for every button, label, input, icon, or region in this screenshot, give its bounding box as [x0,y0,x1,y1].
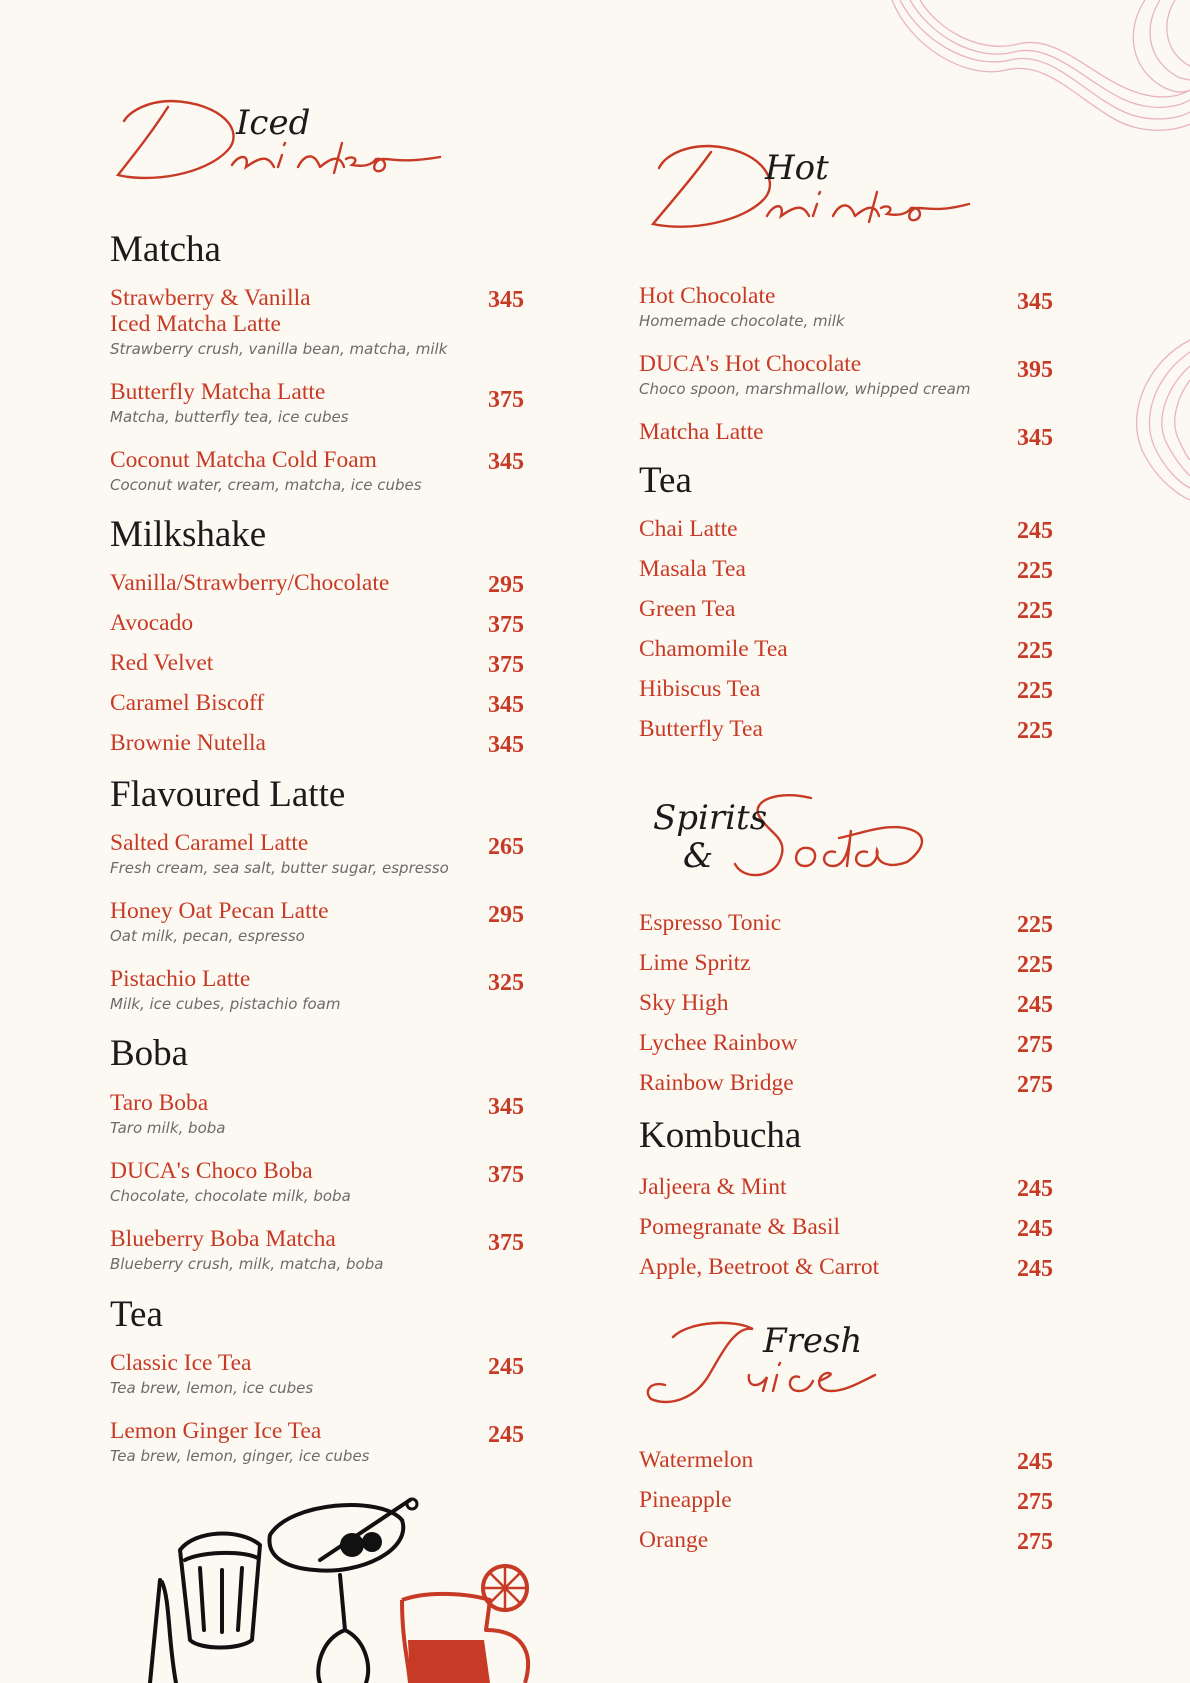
item-price: 345 [1017,289,1053,315]
item-name: Blueberry Boba Matcha [110,1226,336,1252]
menu-item-duca-s-hot-chocolate [639,351,1007,400]
menu-item-caramel-biscoff [110,690,478,716]
iced-label: Iced [236,103,311,143]
item-name: Vanilla/Strawberry/Chocolate [110,570,390,596]
menu-item-butterfly-matcha-latte [110,379,478,428]
item-price: 245 [488,1354,524,1380]
item-price: 295 [488,572,524,598]
item-name: Chamomile Tea [639,636,788,662]
item-name: Pineapple [639,1487,732,1513]
menu-item-lemon-ginger-ice-tea [110,1418,478,1467]
item-price: 245 [1017,1216,1053,1242]
item-price: 375 [488,612,524,638]
item-price: 225 [1017,718,1053,744]
menu-item-chai-latte [639,516,1007,542]
menu-item-rainbow-bridge [639,1070,1007,1096]
item-name: Honey Oat Pecan Latte [110,898,329,924]
item-name: Coconut Matcha Cold Foam [110,447,377,473]
menu-item-sky-high [639,990,1007,1016]
item-name: DUCA's Hot Chocolate [639,351,862,377]
item-description: Chocolate, chocolate milk, boba [110,1187,351,1205]
item-name: Classic Ice Tea [110,1350,252,1376]
menu-item-watermelon [639,1447,1007,1473]
item-name: Orange [639,1527,709,1553]
item-price: 275 [1017,1032,1053,1058]
item-price: 265 [488,834,524,860]
item-price: 345 [488,287,524,313]
item-price: 275 [1017,1489,1053,1515]
item-price: 245 [488,1422,524,1448]
item-price: 375 [488,1230,524,1256]
item-price: 375 [488,1162,524,1188]
item-price: 275 [1017,1072,1053,1098]
menu-item-hot-chocolate [639,283,1007,332]
item-name: Sky High [639,990,729,1016]
menu-item-jaljeera-mint [639,1174,1007,1200]
fresh-juice-title [639,1315,899,1465]
item-name: Matcha Latte [639,419,764,445]
item-price: 225 [1017,638,1053,664]
item-price: 345 [488,692,524,718]
menu-item-coconut-matcha-cold-foam [110,447,478,496]
item-price: 345 [1017,425,1053,451]
iced-drinks-title [110,95,450,245]
item-description: Oat milk, pecan, espresso [110,927,305,945]
item-description: Fresh cream, sea salt, butter sugar, espresso [110,859,449,877]
menu-item-espresso-tonic [639,910,1007,936]
item-name: Pistachio Latte [110,966,251,992]
item-name: Hibiscus Tea [639,676,761,702]
menu-item-red-velvet [110,650,478,676]
item-name: Green Tea [639,596,736,622]
menu-item-avocado [110,610,478,636]
spirits-label: Spirits [653,798,768,838]
item-name: Apple, Beetroot & Carrot [639,1254,880,1280]
menu-item-apple-beetroot-carrot [639,1254,1007,1280]
item-name: Avocado [110,610,194,636]
item-description: Taro milk, boba [110,1119,226,1137]
menu-item-pineapple [639,1487,1007,1513]
item-name: Caramel Biscoff [110,690,265,716]
item-description: Choco spoon, marshmallow, whipped cream [639,380,971,398]
menu-item-strawberry-vanilla-iced-matcha-latte [110,285,478,360]
menu-item-matcha-latte [639,419,1007,445]
item-description: Tea brew, lemon, ginger, ice cubes [110,1447,370,1465]
item-name: Red Velvet [110,650,214,676]
menu-item-blueberry-boba-matcha [110,1226,478,1275]
item-price: 245 [1017,1176,1053,1202]
item-price: 225 [1017,678,1053,704]
item-name: Salted Caramel Latte [110,830,309,856]
item-price: 395 [1017,357,1053,383]
item-price: 225 [1017,952,1053,978]
item-name: Butterfly Matcha Latte [110,379,326,405]
menu-item-lychee-rainbow [639,1030,1007,1056]
item-description: Coconut water, cream, matcha, ice cubes [110,476,422,494]
section-heading: Matcha [110,229,221,270]
item-price: 345 [488,1094,524,1120]
item-price: 325 [488,970,524,996]
item-price: 245 [1017,1256,1053,1282]
item-name: Chai Latte [639,516,738,542]
menu-item-duca-s-choco-boba [110,1158,478,1207]
item-name: Watermelon [639,1447,754,1473]
item-name: Espresso Tonic [639,910,782,936]
menu-item-honey-oat-pecan-latte [110,898,478,947]
menu-item-pomegranate-basil [639,1214,1007,1240]
item-description: Milk, ice cubes, pistachio foam [110,995,341,1013]
menu-item-taro-boba [110,1090,478,1139]
item-price: 375 [488,652,524,678]
item-name: Taro Boba [110,1090,209,1116]
item-name: Strawberry & Vanilla Iced Matcha Latte [110,285,311,337]
item-description: Blueberry crush, milk, matcha, boba [110,1255,384,1273]
hot-label: Hot [765,148,829,188]
item-name: Lychee Rainbow [639,1030,798,1056]
menu-item-pistachio-latte [110,966,478,1015]
menu-item-butterfly-tea [639,716,1007,742]
menu-item-lime-spritz [639,950,1007,976]
item-name: DUCA's Choco Boba [110,1158,313,1184]
drinks-illustration [140,1490,570,1683]
item-description: Homemade chocolate, milk [639,312,845,330]
item-price: 225 [1017,598,1053,624]
menu-item-brownie-nutella [110,730,478,756]
section-heading: Flavoured Latte [110,774,346,815]
section-heading: Kombucha [639,1115,802,1156]
item-price: 295 [488,902,524,928]
section-heading: Boba [110,1033,189,1074]
item-price: 225 [1017,558,1053,584]
item-price: 245 [1017,1449,1053,1475]
item-price: 245 [1017,518,1053,544]
item-name: Jaljeera & Mint [639,1174,787,1200]
item-description: Tea brew, lemon, ice cubes [110,1379,314,1397]
item-price: 225 [1017,912,1053,938]
menu-item-masala-tea [639,556,1007,582]
item-description: Matcha, butterfly tea, ice cubes [110,408,349,426]
item-price: 375 [488,387,524,413]
section-heading: Tea [639,460,692,501]
item-name: Pomegranate & Basil [639,1214,841,1240]
item-price: 275 [1017,1529,1053,1555]
item-name: Rainbow Bridge [639,1070,794,1096]
item-name: Butterfly Tea [639,716,763,742]
menu-item-chamomile-tea [639,636,1007,662]
item-name: Brownie Nutella [110,730,266,756]
menu-item-orange [639,1527,1007,1553]
menu-item-salted-caramel-latte [110,830,478,879]
item-name: Lime Spritz [639,950,751,976]
item-price: 245 [1017,992,1053,1018]
item-description: Strawberry crush, vanilla bean, matcha, milk [110,340,448,358]
item-name: Hot Chocolate [639,283,776,309]
fresh-label: Fresh [763,1321,863,1361]
menu-item-vanilla-strawberry-chocolate [110,570,478,596]
item-price: 345 [488,732,524,758]
item-price: 345 [488,449,524,475]
menu-item-green-tea [639,596,1007,622]
hot-drinks-title [639,140,969,290]
item-name: Masala Tea [639,556,746,582]
section-heading: Milkshake [110,514,267,555]
item-name: Lemon Ginger Ice Tea [110,1418,322,1444]
menu-item-hibiscus-tea [639,676,1007,702]
menu-item-classic-ice-tea [110,1350,478,1399]
section-heading: Tea [110,1294,163,1335]
ampersand-label: & [683,836,714,876]
